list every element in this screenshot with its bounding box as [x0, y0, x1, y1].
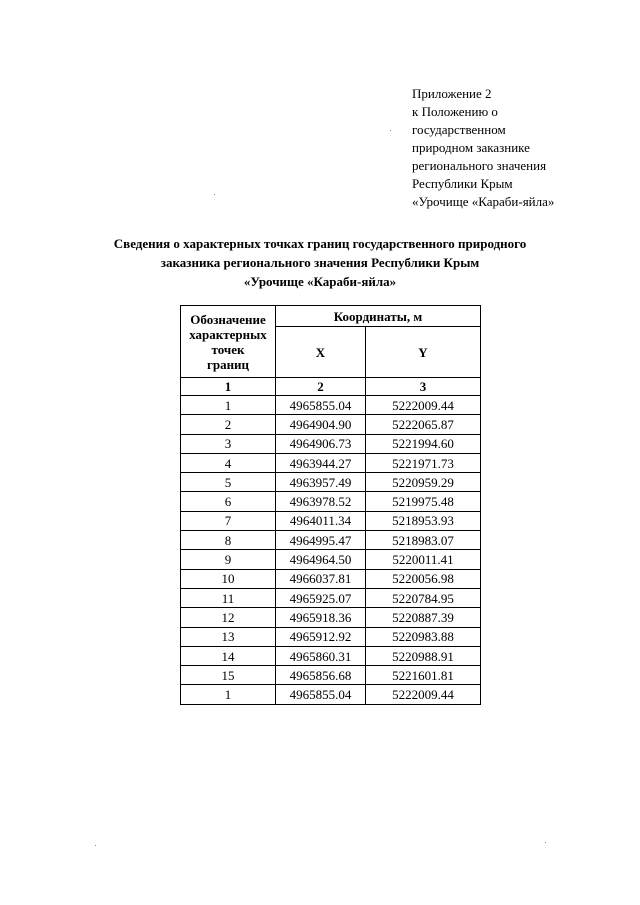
table-row [181, 473, 481, 492]
point-cell: 3 [181, 434, 276, 453]
x-cell: 4963944.27 [276, 453, 366, 472]
table-row [181, 608, 481, 627]
coordinates-header: Координаты, м [276, 306, 481, 327]
point-cell: 5 [181, 473, 276, 492]
appendix-line: «Урочище «Караби-яйла» [412, 194, 555, 209]
table-row [181, 569, 481, 588]
x-cell: 4965855.04 [276, 396, 366, 415]
appendix-line: к Положению о [412, 104, 498, 119]
appendix-line: государственном [412, 122, 506, 137]
x-cell: 4965856.68 [276, 666, 366, 685]
y-cell: 5222009.44 [366, 685, 481, 704]
appendix-line: природном заказнике [412, 140, 530, 155]
table-row [181, 627, 481, 646]
point-designation-header: Обозначение характерных точек границ [181, 306, 276, 378]
point-cell: 13 [181, 627, 276, 646]
point-cell: 2 [181, 415, 276, 434]
document-title [40, 234, 600, 291]
y-cell: 5222065.87 [366, 415, 481, 434]
appendix-line: Республики Крым [412, 176, 513, 191]
scan-speck [545, 842, 546, 843]
column-number: 3 [366, 378, 481, 396]
y-cell: 5220056.98 [366, 569, 481, 588]
x-cell: 4964904.90 [276, 415, 366, 434]
appendix-line: регионального значения [412, 158, 547, 173]
x-cell: 4965925.07 [276, 588, 366, 607]
x-cell: 4965918.36 [276, 608, 366, 627]
y-cell: 5220784.95 [366, 588, 481, 607]
y-cell: 5220959.29 [366, 473, 481, 492]
x-cell: 4965860.31 [276, 646, 366, 665]
x-cell: 4966037.81 [276, 569, 366, 588]
y-cell: 5222009.44 [366, 396, 481, 415]
column-number: 2 [276, 378, 366, 396]
x-cell: 4964964.50 [276, 550, 366, 569]
table-row [181, 434, 481, 453]
point-cell: 1 [181, 396, 276, 415]
y-header: Y [366, 327, 481, 378]
y-cell: 5218953.93 [366, 511, 481, 530]
x-cell: 4964995.47 [276, 531, 366, 550]
x-cell: 4965912.92 [276, 627, 366, 646]
y-cell: 5218983.07 [366, 531, 481, 550]
x-cell: 4963957.49 [276, 473, 366, 492]
x-cell: 4964011.34 [276, 511, 366, 530]
title-line: заказника регионального значения Республики Крым [160, 255, 480, 270]
title-line: «Урочище «Караби-яйла» [243, 274, 397, 289]
point-cell: 7 [181, 511, 276, 530]
x-cell: 4965855.04 [276, 685, 366, 704]
scan-speck [95, 845, 96, 846]
y-cell: 5219975.48 [366, 492, 481, 511]
table-row [181, 531, 481, 550]
appendix-line: Приложение 2 [412, 86, 492, 101]
table-body [181, 396, 481, 705]
table-row [181, 453, 481, 472]
point-cell: 8 [181, 531, 276, 550]
y-cell: 5221601.81 [366, 666, 481, 685]
table-row [181, 550, 481, 569]
y-cell: 5221994.60 [366, 434, 481, 453]
point-cell: 14 [181, 646, 276, 665]
x-cell: 4964906.73 [276, 434, 366, 453]
point-cell: 1 [181, 685, 276, 704]
boundary-points-table [180, 305, 481, 705]
table-row [181, 646, 481, 665]
table-row [181, 511, 481, 530]
y-cell: 5221971.73 [366, 453, 481, 472]
point-cell: 11 [181, 588, 276, 607]
table-row [181, 492, 481, 511]
title-line: Сведения о характерных точках границ государственного природного [113, 236, 527, 251]
y-cell: 5220983.88 [366, 627, 481, 646]
scan-speck [390, 130, 391, 131]
x-cell: 4963978.52 [276, 492, 366, 511]
table-row [181, 588, 481, 607]
point-cell: 6 [181, 492, 276, 511]
y-cell: 5220988.91 [366, 646, 481, 665]
point-cell: 10 [181, 569, 276, 588]
point-cell: 4 [181, 453, 276, 472]
scan-speck [214, 194, 215, 195]
point-cell: 15 [181, 666, 276, 685]
table-row [181, 396, 481, 415]
y-cell: 5220887.39 [366, 608, 481, 627]
table-row [181, 685, 481, 704]
point-cell: 12 [181, 608, 276, 627]
y-cell: 5220011.41 [366, 550, 481, 569]
table-row [181, 666, 481, 685]
point-cell: 9 [181, 550, 276, 569]
x-header: X [276, 327, 366, 378]
table-row [181, 415, 481, 434]
column-number: 1 [181, 378, 276, 396]
appendix-reference [412, 85, 622, 211]
